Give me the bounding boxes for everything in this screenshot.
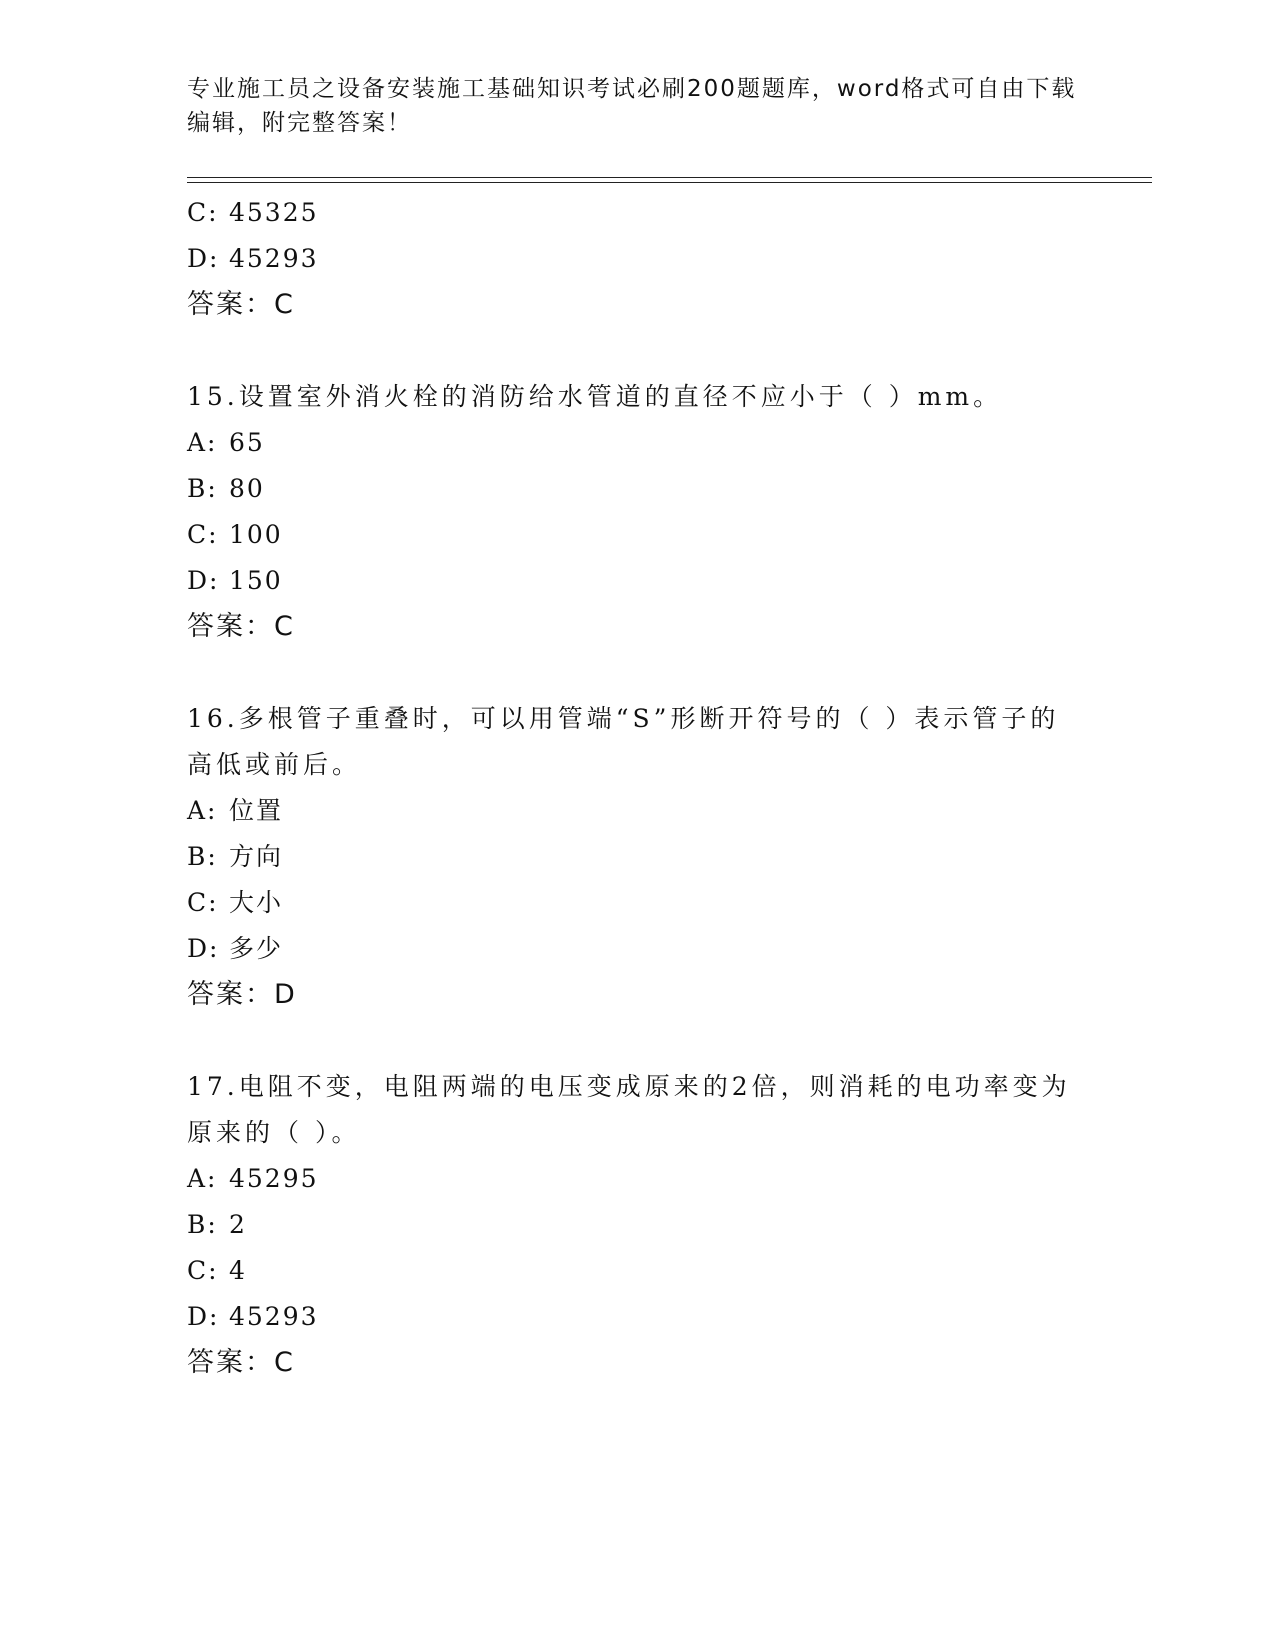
option-b: B: 2 — [187, 1210, 247, 1239]
option-a: A: 位置 — [187, 796, 284, 825]
question-15 — [187, 374, 1087, 650]
option-c: C: 45325 — [187, 198, 319, 227]
option-c: C: 4 — [187, 1256, 247, 1285]
header-rule-bottom — [187, 182, 1152, 183]
question-stem-line-2: 高低或前后。 — [187, 750, 362, 779]
option-d: D: 多少 — [187, 934, 284, 963]
option-c: C: 大小 — [187, 888, 284, 917]
option-b: B: 方向 — [187, 842, 284, 871]
option-d: D: 45293 — [187, 1302, 319, 1331]
answer-line: 答案：C — [187, 1347, 295, 1378]
header-rule-top — [187, 177, 1152, 178]
option-b: B: 80 — [187, 474, 265, 503]
question-stem-line-1: 16.多根管子重叠时，可以用管端“S”形断开符号的（ ）表示管子的 — [187, 704, 1060, 733]
question-list — [187, 190, 1087, 1386]
question-stem: 15.设置室外消火栓的消防给水管道的直径不应小于（ ）mm。 — [187, 382, 1003, 411]
title-line-2: 编辑，附完整答案！ — [187, 110, 412, 136]
answer-line: 答案：C — [187, 611, 295, 642]
question-stem-line-1: 17.电阻不变，电阻两端的电压变成原来的2倍，则消耗的电功率变为 — [187, 1072, 1071, 1101]
question-17 — [187, 1064, 1087, 1386]
option-a: A: 45295 — [187, 1164, 319, 1193]
option-c: C: 100 — [187, 520, 283, 549]
prev-question-block — [187, 190, 1087, 328]
answer-line: 答案：D — [187, 979, 297, 1010]
document-title — [187, 72, 1087, 140]
question-16 — [187, 696, 1087, 1018]
question-stem-line-2: 原来的（ ）。 — [187, 1118, 361, 1147]
option-d: D: 45293 — [187, 244, 319, 273]
answer-line: 答案：C — [187, 289, 295, 320]
title-line-1: 专业施工员之设备安装施工基础知识考试必刷200题题库，word格式可自由下载 — [187, 76, 1077, 102]
option-a: A: 65 — [187, 428, 265, 457]
option-d: D: 150 — [187, 566, 283, 595]
